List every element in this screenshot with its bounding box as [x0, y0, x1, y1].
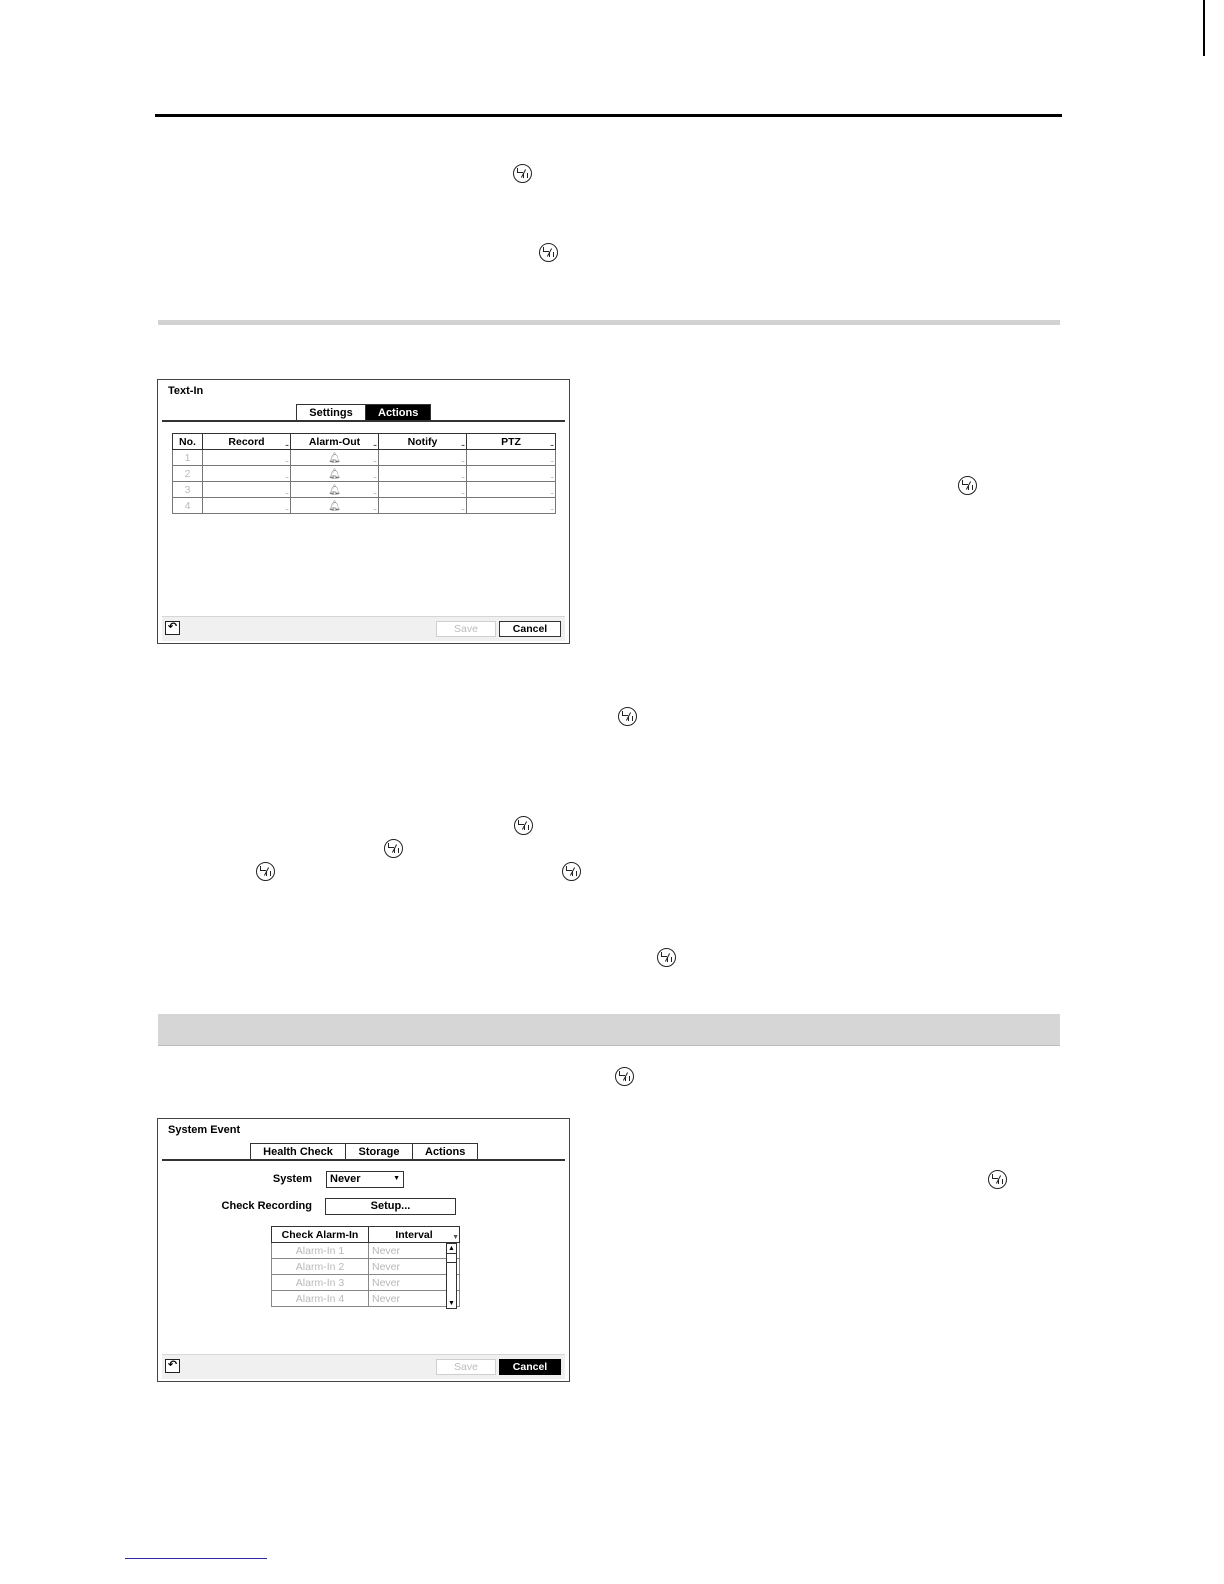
system-select[interactable]: Never ▼ — [326, 1171, 404, 1188]
scroll-thumb[interactable] — [447, 1253, 456, 1263]
tab-bar — [296, 404, 430, 420]
enter-pause-button-icon — [615, 1067, 634, 1086]
section-header-bar — [158, 1014, 1060, 1046]
enter-pause-button-icon — [513, 164, 532, 183]
alarm-out-cell[interactable]: 🔔︎ ... — [291, 466, 379, 482]
row-number: 3 — [173, 482, 203, 498]
text-in-dialog — [157, 379, 570, 644]
chevron-down-icon: ▼ — [452, 1234, 458, 1241]
ptz-cell[interactable]: ... — [467, 482, 556, 498]
enter-pause-button-icon — [514, 816, 533, 835]
check-alarm-in-table — [271, 1226, 460, 1307]
enter-pause-button-icon — [384, 839, 403, 858]
tab-underline — [162, 1159, 565, 1161]
record-cell[interactable]: ... — [203, 482, 291, 498]
interval-cell[interactable]: Never — [369, 1291, 460, 1307]
chevron-down-icon: ▼ — [393, 1175, 400, 1182]
save-button[interactable]: Save — [436, 1359, 496, 1375]
dialog-footer — [162, 1354, 565, 1379]
header-rule — [155, 114, 1062, 117]
alarm-out-cell[interactable]: 🔔︎ ... — [291, 450, 379, 466]
alarm-in-name: Alarm-In 4 — [272, 1291, 369, 1307]
table-row — [173, 482, 556, 498]
alarm-out-cell[interactable]: 🔔︎ ... — [291, 482, 379, 498]
system-label: System — [272, 1173, 312, 1185]
more-icon: ... — [285, 441, 288, 448]
alarm-in-name: Alarm-In 3 — [272, 1275, 369, 1291]
scroll-up-icon[interactable]: ▲ — [448, 1245, 455, 1252]
table-row — [173, 498, 556, 514]
tab-underline — [162, 420, 565, 422]
column-header-notify[interactable]: Notify ... — [379, 434, 467, 450]
row-number: 4 — [173, 498, 203, 514]
ptz-cell[interactable]: ... — [467, 466, 556, 482]
scrollbar[interactable] — [446, 1243, 457, 1309]
cancel-button[interactable]: Cancel — [499, 1359, 561, 1375]
table-row — [173, 450, 556, 466]
bell-icon: 🔔︎ — [328, 468, 341, 480]
column-header-record[interactable]: Record ... — [203, 434, 291, 450]
interval-cell[interactable]: Never — [369, 1275, 460, 1291]
table-row — [173, 466, 556, 482]
ptz-cell[interactable]: ... — [467, 498, 556, 514]
more-icon: ... — [373, 441, 376, 448]
column-header-interval[interactable]: Interval ▼ — [369, 1227, 460, 1243]
back-arrow-icon[interactable]: ↶ — [165, 621, 180, 635]
enter-pause-button-icon — [256, 862, 275, 881]
column-header-ptz[interactable]: PTZ ... — [467, 434, 556, 450]
tab-storage[interactable]: Storage — [345, 1143, 413, 1159]
dialog-footer — [162, 616, 565, 641]
tab-health-check[interactable]: Health Check — [250, 1143, 346, 1159]
setup-button[interactable]: Setup... — [325, 1198, 456, 1215]
more-icon: ... — [461, 441, 464, 448]
column-header-alarm-out[interactable]: Alarm-Out ... — [291, 434, 379, 450]
notify-cell[interactable]: ... — [379, 466, 467, 482]
enter-pause-button-icon — [988, 1170, 1007, 1189]
back-arrow-icon[interactable]: ↶ — [165, 1359, 180, 1373]
tab-bar — [250, 1143, 477, 1159]
bell-icon: 🔔︎ — [328, 484, 341, 496]
notify-cell[interactable]: ... — [379, 450, 467, 466]
column-header-no: No. — [173, 434, 203, 450]
dialog-title: System Event — [168, 1124, 241, 1136]
record-cell[interactable]: ... — [203, 450, 291, 466]
record-cell[interactable]: ... — [203, 498, 291, 514]
enter-pause-button-icon — [618, 707, 637, 726]
column-header-check-alarm-in: Check Alarm-In — [272, 1227, 369, 1243]
more-icon: ... — [550, 441, 553, 448]
scroll-down-icon[interactable]: ▼ — [448, 1300, 455, 1307]
table-row — [272, 1291, 460, 1307]
page-edge-mark — [1203, 0, 1205, 56]
interval-cell[interactable]: Never — [369, 1259, 460, 1275]
table-row — [272, 1259, 460, 1275]
tab-settings[interactable]: Settings — [296, 404, 366, 420]
alarm-in-name: Alarm-In 1 — [272, 1243, 369, 1259]
bell-icon: 🔔︎ — [328, 500, 341, 512]
tab-actions[interactable]: Actions — [412, 1143, 478, 1159]
bell-icon: 🔔︎ — [328, 452, 341, 464]
row-number: 2 — [173, 466, 203, 482]
notify-cell[interactable]: ... — [379, 498, 467, 514]
enter-pause-button-icon — [562, 862, 581, 881]
cancel-button[interactable]: Cancel — [499, 621, 561, 637]
footnote-rule — [125, 1558, 267, 1559]
enter-pause-button-icon — [539, 243, 558, 262]
actions-table — [172, 433, 556, 514]
system-event-dialog — [157, 1118, 570, 1382]
notify-cell[interactable]: ... — [379, 482, 467, 498]
alarm-in-name: Alarm-In 2 — [272, 1259, 369, 1275]
section-divider — [158, 320, 1060, 325]
interval-cell[interactable]: Never — [369, 1243, 460, 1259]
record-cell[interactable]: ... — [203, 466, 291, 482]
enter-pause-button-icon — [657, 948, 676, 967]
row-number: 1 — [173, 450, 203, 466]
check-recording-label: Check Recording — [221, 1200, 312, 1212]
dialog-title: Text-In — [168, 385, 204, 397]
ptz-cell[interactable]: ... — [467, 450, 556, 466]
tab-actions[interactable]: Actions — [365, 404, 431, 420]
alarm-out-cell[interactable]: 🔔︎ ... — [291, 498, 379, 514]
enter-pause-button-icon — [958, 476, 977, 495]
table-row — [272, 1243, 460, 1259]
save-button[interactable]: Save — [436, 621, 496, 637]
table-row — [272, 1275, 460, 1291]
